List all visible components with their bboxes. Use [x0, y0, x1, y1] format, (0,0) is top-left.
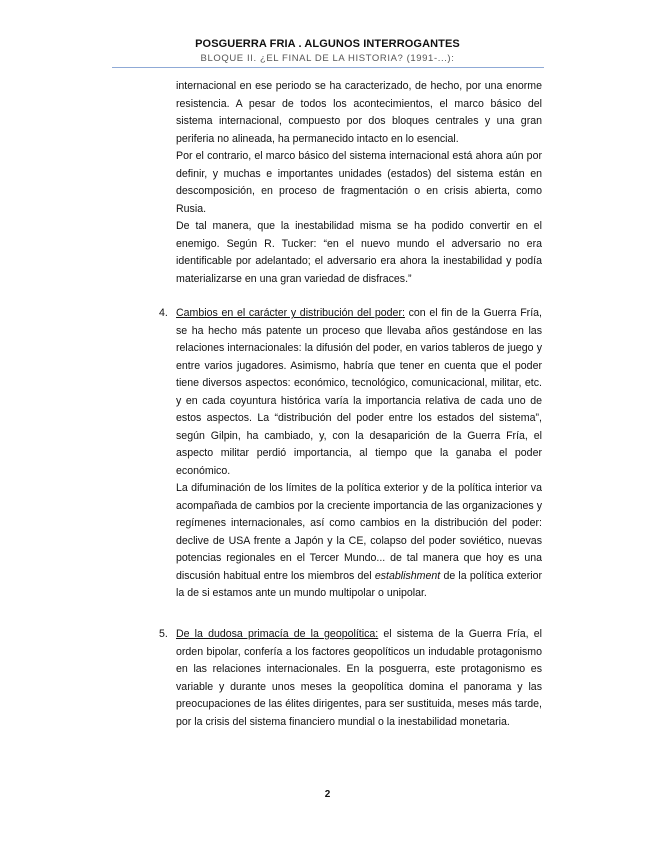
item4-paragraph-1 [176, 305, 542, 480]
list-item-4 [159, 305, 542, 603]
item4-paragraph-2 [176, 480, 542, 603]
running-header-subtitle: BLOQUE II. ¿EL FINAL DE LA HISTORIA? (1991-...): [200, 53, 455, 64]
list-number: 4. [159, 307, 168, 319]
item4-heading: Cambios en el carácter y distribución del poder: [176, 307, 405, 319]
intro-paragraph-2: Por el contrario, el marco básico del sistema internacional está ahora aún por definir, y muchas e importantes unidades (estados) del sistema están en descomposición, en proceso de fragmentación o en crisis abierta, como Rusia. [176, 150, 542, 215]
item4-paragraph-1-text: con el fin de la Guerra Fría, se ha hecho más patente un proceso que llevaba años gestándose en las relaciones internacionales: la difusión del poder, en varios tableros de juego y entre varios jugadores. Asimismo, habría que tener en cuenta que el poder tiene diversos aspectos: económico, tecnológico, comunicacional, militar, etc. y en cada coyuntura histórica varía la importancia relativa de cada uno de estos aspectos. La “distribución del poder entre los estados del sistema”, según Gilpin, ha cambiado, y, con la desaparición de la Guerra Fría, el aspecto militar perdió importancia, al tiempo que la ganaba el poder económico. [176, 307, 542, 477]
header-divider [112, 67, 544, 68]
page-number: 2 [324, 789, 331, 800]
intro-paragraph-3: De tal manera, que la inestabilidad misma se ha podido convertir en el enemigo. Según R. Tucker: “en el nuevo mundo el adversario no era identificable por adelantado; el adversario era ahora la inestabilidad y podía materializarse en una gran variedad de disfraces.” [176, 220, 542, 285]
item5-paragraph-1 [176, 626, 542, 731]
item5-heading: De la dudosa primacía de la geopolítica: [176, 628, 379, 640]
item5-paragraph-1-text: el sistema de la Guerra Fría, el orden bipolar, confería a los factores geopolíticos un indudable protagonismo en las relaciones internacionales. En la posguerra, este protagonismo es variable y durante unos meses la geopolítica domina el panorama y las preocupaciones de las élites dirigentes, para ser sustituida, meses más tarde, por la crisis del sistema financiero mundial o la inestabilidad monetaria. [176, 628, 542, 728]
item4-italic-term: establishment [374, 569, 441, 582]
intro-section [176, 78, 542, 288]
item4-paragraph-2-text-b: de la política exterior la de si estamos ante un mundo multipolar o unipolar. [176, 569, 542, 599]
list-number: 5. [159, 628, 168, 640]
intro-paragraph-1: internacional en ese periodo se ha caracterizado, de hecho, por una enorme resistencia. A pesar de todos los acontecimientos, el marco básico del sistema internacional, compuesto por dos bloques centrales y una gran periferia no alineada, ha permanecido intacto en lo esencial. [176, 80, 542, 145]
item4-paragraph-2-text-a: La difuminación de los límites de la política exterior y de la política interior va acompañada de cambios por la creciente importancia de las organizaciones y regímenes internacionales, así como cambios en la distribución del poder: declive de USA frente a Japón y la CE, colapso del poder soviético, nuevas potencias regionales en el Tercer Mundo... de tal manera que hoy es una discusión habitual entre los miembros del [176, 482, 542, 582]
list-item-5 [159, 626, 542, 731]
running-header-title: POSGUERRA FRIA . ALGUNOS INTERROGANTES [195, 38, 460, 50]
